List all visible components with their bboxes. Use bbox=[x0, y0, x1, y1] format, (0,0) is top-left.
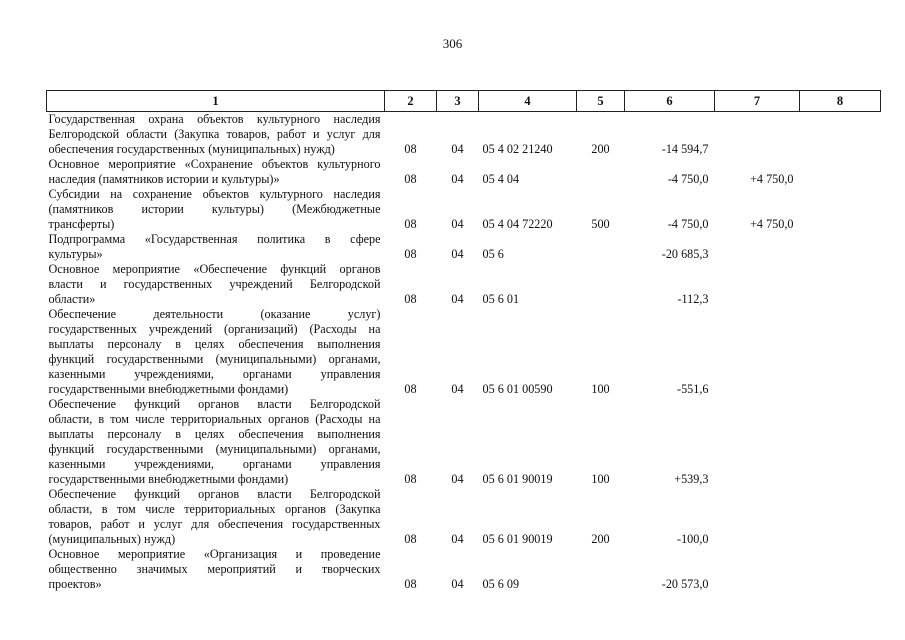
description-line: функций государственными (муниципальными) органами, bbox=[48, 442, 381, 456]
row-description bbox=[47, 187, 385, 232]
description-line: (памятников истории культуры) (Межбюджетные bbox=[48, 202, 381, 216]
row-description bbox=[47, 547, 385, 592]
amount-change-2: +4 750,0 bbox=[750, 172, 794, 186]
description-line: Белгородской области (Закупка товаров, работ и услуг для bbox=[48, 127, 381, 141]
description-line: казенными учреждениями, органами управления bbox=[48, 367, 381, 381]
description-line: власти и государственных учреждений Белгородской bbox=[48, 277, 381, 291]
table-row bbox=[47, 232, 881, 262]
target-article-code: 05 6 01 90019 bbox=[482, 532, 553, 546]
section-code: 08 bbox=[404, 532, 417, 546]
amount-change-3 bbox=[800, 487, 881, 547]
subsection-code: 04 bbox=[451, 532, 464, 546]
table-row bbox=[47, 397, 881, 487]
description-line: общественно значимых мероприятий и творческих bbox=[48, 562, 381, 576]
description-line: государственными внебюджетными фондами) bbox=[48, 472, 289, 486]
amount-change-3 bbox=[800, 262, 881, 307]
target-article-code: 05 4 04 bbox=[482, 172, 520, 186]
target-article-code: 05 6 09 bbox=[482, 577, 520, 591]
row-description bbox=[47, 157, 385, 187]
row-description bbox=[47, 112, 385, 158]
column-header: 3 bbox=[437, 91, 479, 112]
amount-change-3 bbox=[800, 307, 881, 397]
amount-change-3 bbox=[800, 547, 881, 592]
subsection-code: 04 bbox=[451, 577, 464, 591]
amount-change: -4 750,0 bbox=[667, 172, 709, 186]
amount-change-2 bbox=[715, 307, 800, 397]
section-code: 08 bbox=[404, 172, 417, 186]
section-code: 08 bbox=[404, 382, 417, 396]
column-header: 6 bbox=[625, 91, 715, 112]
table-row bbox=[47, 157, 881, 187]
amount-change-3 bbox=[800, 397, 881, 487]
amount-change-2 bbox=[715, 487, 800, 547]
expense-type-code bbox=[577, 232, 625, 262]
target-article-code: 05 6 01 00590 bbox=[482, 382, 553, 396]
subsection-code: 04 bbox=[451, 247, 464, 261]
amount-change-3 bbox=[800, 112, 881, 158]
subsection-code: 04 bbox=[451, 142, 464, 156]
expense-type-code bbox=[577, 547, 625, 592]
description-line: выплаты персоналу в целях обеспечения выполнения bbox=[48, 337, 381, 351]
column-header: 8 bbox=[800, 91, 881, 112]
row-description bbox=[47, 232, 385, 262]
section-code: 08 bbox=[404, 292, 417, 306]
description-line: Основное мероприятие «Обеспечение функций органов bbox=[48, 262, 381, 276]
amount-change-3 bbox=[800, 157, 881, 187]
amount-change-2 bbox=[715, 547, 800, 592]
description-line: (муниципальных) нужд) bbox=[48, 532, 176, 546]
amount-change: -20 573,0 bbox=[661, 577, 709, 591]
description-line: функций государственными (муниципальными) органами, bbox=[48, 352, 381, 366]
expense-type-code bbox=[577, 262, 625, 307]
section-code: 08 bbox=[404, 142, 417, 156]
table-row bbox=[47, 487, 881, 547]
amount-change-2 bbox=[715, 232, 800, 262]
expense-type-code bbox=[577, 157, 625, 187]
description-line: наследия (памятников истории и культуры)» bbox=[48, 172, 280, 186]
amount-change-3 bbox=[800, 187, 881, 232]
amount-change: -4 750,0 bbox=[667, 217, 709, 231]
amount-change-2: +4 750,0 bbox=[750, 217, 794, 231]
subsection-code: 04 bbox=[451, 382, 464, 396]
amount-change: -100,0 bbox=[677, 532, 709, 546]
page-number: 306 bbox=[442, 36, 463, 51]
amount-change: -112,3 bbox=[677, 292, 709, 306]
description-line: выплаты персоналу в целях обеспечения выполнения bbox=[48, 427, 381, 441]
description-line: области, в том числе территориальных органов (Расходы на bbox=[48, 412, 381, 426]
section-code: 08 bbox=[404, 577, 417, 591]
section-code: 08 bbox=[404, 217, 417, 231]
description-line: Основное мероприятие «Организация и проведение bbox=[48, 547, 381, 561]
description-line: товаров, работ и услуг для обеспечения государственных bbox=[48, 517, 381, 531]
subsection-code: 04 bbox=[451, 172, 464, 186]
description-line: области» bbox=[48, 292, 96, 306]
amount-change-2 bbox=[715, 397, 800, 487]
row-description bbox=[47, 487, 385, 547]
description-line: государственных учреждений (организаций) (Расходы на bbox=[48, 322, 381, 336]
column-header: 2 bbox=[385, 91, 437, 112]
description-line: Основное мероприятие «Сохранение объектов культурного bbox=[48, 157, 381, 171]
expense-type-code: 100 bbox=[591, 472, 610, 486]
amount-change: -551,6 bbox=[677, 382, 709, 396]
description-line: Обеспечение деятельности (оказание услуг) bbox=[48, 307, 381, 321]
table-row bbox=[47, 307, 881, 397]
column-header: 4 bbox=[479, 91, 577, 112]
subsection-code: 04 bbox=[451, 292, 464, 306]
subsection-code: 04 bbox=[451, 217, 464, 231]
column-header: 7 bbox=[715, 91, 800, 112]
target-article-code: 05 6 bbox=[482, 247, 504, 261]
target-article-code: 05 6 01 90019 bbox=[482, 472, 553, 486]
target-article-code: 05 4 04 72220 bbox=[482, 217, 553, 231]
amount-change-2 bbox=[715, 112, 800, 158]
description-line: области, в том числе территориальных органов (Закупка bbox=[48, 502, 381, 516]
row-description bbox=[47, 262, 385, 307]
amount-change: -14 594,7 bbox=[661, 142, 709, 156]
budget-table bbox=[46, 90, 881, 592]
table-row bbox=[47, 187, 881, 232]
expense-type-code: 200 bbox=[591, 532, 610, 546]
description-line: культуры» bbox=[48, 247, 103, 261]
target-article-code: 05 4 02 21240 bbox=[482, 142, 553, 156]
amount-change: -20 685,3 bbox=[661, 247, 709, 261]
section-code: 08 bbox=[404, 247, 417, 261]
table-row bbox=[47, 547, 881, 592]
description-line: Обеспечение функций органов власти Белгородской bbox=[48, 487, 381, 501]
table-header-row bbox=[47, 91, 881, 112]
description-line: Субсидии на сохранение объектов культурного наследия bbox=[48, 187, 381, 201]
expense-type-code: 500 bbox=[591, 217, 610, 231]
section-code: 08 bbox=[404, 472, 417, 486]
expense-type-code: 200 bbox=[591, 142, 610, 156]
column-header: 1 bbox=[47, 91, 385, 112]
description-line: казенными учреждениями, органами управления bbox=[48, 457, 381, 471]
table-row bbox=[47, 112, 881, 158]
amount-change-2 bbox=[715, 262, 800, 307]
subsection-code: 04 bbox=[451, 472, 464, 486]
description-line: проектов» bbox=[48, 577, 102, 591]
row-description bbox=[47, 307, 385, 397]
row-description bbox=[47, 397, 385, 487]
description-line: трансферты) bbox=[48, 217, 115, 231]
column-header: 5 bbox=[577, 91, 625, 112]
description-line: государственными внебюджетными фондами) bbox=[48, 382, 289, 396]
description-line: обеспечения государственных (муниципальных) нужд) bbox=[48, 142, 335, 156]
table-row bbox=[47, 262, 881, 307]
target-article-code: 05 6 01 bbox=[482, 292, 520, 306]
description-line: Подпрограмма «Государственная политика в сфере bbox=[48, 232, 381, 246]
amount-change: +539,3 bbox=[674, 472, 709, 486]
description-line: Обеспечение функций органов власти Белгородской bbox=[48, 397, 381, 411]
amount-change-3 bbox=[800, 232, 881, 262]
description-line: Государственная охрана объектов культурного наследия bbox=[48, 112, 381, 126]
expense-type-code: 100 bbox=[591, 382, 610, 396]
